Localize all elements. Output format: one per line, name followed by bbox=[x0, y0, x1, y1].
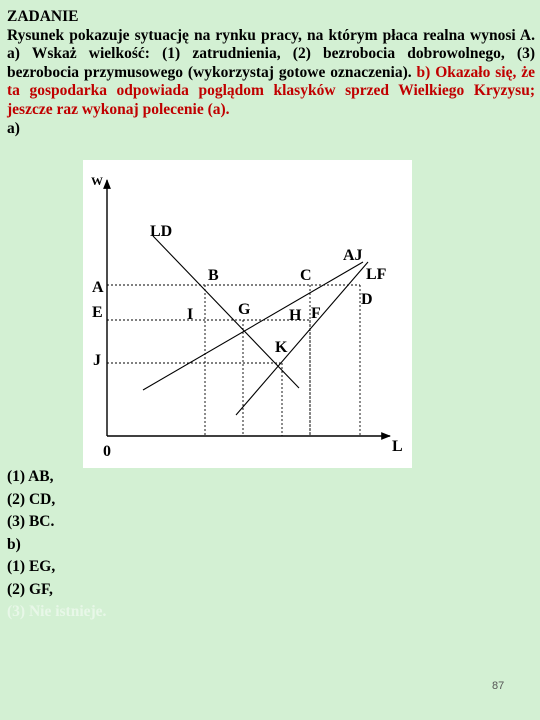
label-g: G bbox=[238, 301, 251, 318]
answer-b3: (3) Nie istnieje. bbox=[7, 603, 107, 620]
answer-b-label: b) bbox=[7, 535, 21, 553]
part-a-label: a) bbox=[7, 119, 20, 137]
label-h: H bbox=[289, 307, 302, 324]
label-j: J bbox=[93, 352, 101, 369]
answers bbox=[7, 466, 106, 624]
answer-b1: (1) EG, bbox=[7, 558, 56, 575]
labor-market-diagram bbox=[83, 160, 412, 468]
guide-lines bbox=[107, 285, 360, 436]
y-axis-label: W bbox=[91, 174, 103, 188]
label-f: F bbox=[311, 305, 321, 322]
label-b: B bbox=[208, 267, 219, 284]
label-ld: LD bbox=[150, 223, 173, 240]
answer-a3: (3) BC. bbox=[7, 513, 55, 530]
label-lf: LF bbox=[366, 266, 387, 283]
label-k: K bbox=[275, 339, 288, 356]
origin-label: 0 bbox=[103, 443, 111, 460]
task-text bbox=[7, 8, 535, 138]
label-d: D bbox=[361, 291, 373, 308]
x-axis-label: L bbox=[392, 438, 403, 455]
diagram-svg bbox=[83, 160, 412, 468]
label-i: I bbox=[187, 306, 194, 323]
page-number: 87 bbox=[492, 680, 505, 692]
answer-b2: (2) GF, bbox=[7, 580, 53, 598]
label-e: E bbox=[92, 304, 103, 321]
label-c: C bbox=[300, 267, 312, 284]
answer-a1: (1) AB, bbox=[7, 468, 54, 485]
label-a: A bbox=[92, 279, 104, 296]
answer-a2: (2) CD, bbox=[7, 490, 56, 508]
aj-curve bbox=[143, 262, 363, 390]
task-part-b: b) Okazało się, że ta gospodarka odpowiada poglądom klasyków sprzed Wielkiego Kryzysu; jeszcze raz wykonaj polecenie (a). bbox=[7, 63, 536, 118]
task-heading: ZADANIE bbox=[7, 8, 79, 25]
task-intro: Rysunek pokazuje sytuację na rynku pracy, na którym płaca realna wynosi A. a) Wskaż wielkość: (1) zatrudnienia, (2) bezrobocia dobrowolnego, (3) bezrobocia przymusowego (wykorzystaj gotowe oznaczenia). bbox=[7, 26, 535, 81]
label-aj: AJ bbox=[343, 247, 363, 264]
